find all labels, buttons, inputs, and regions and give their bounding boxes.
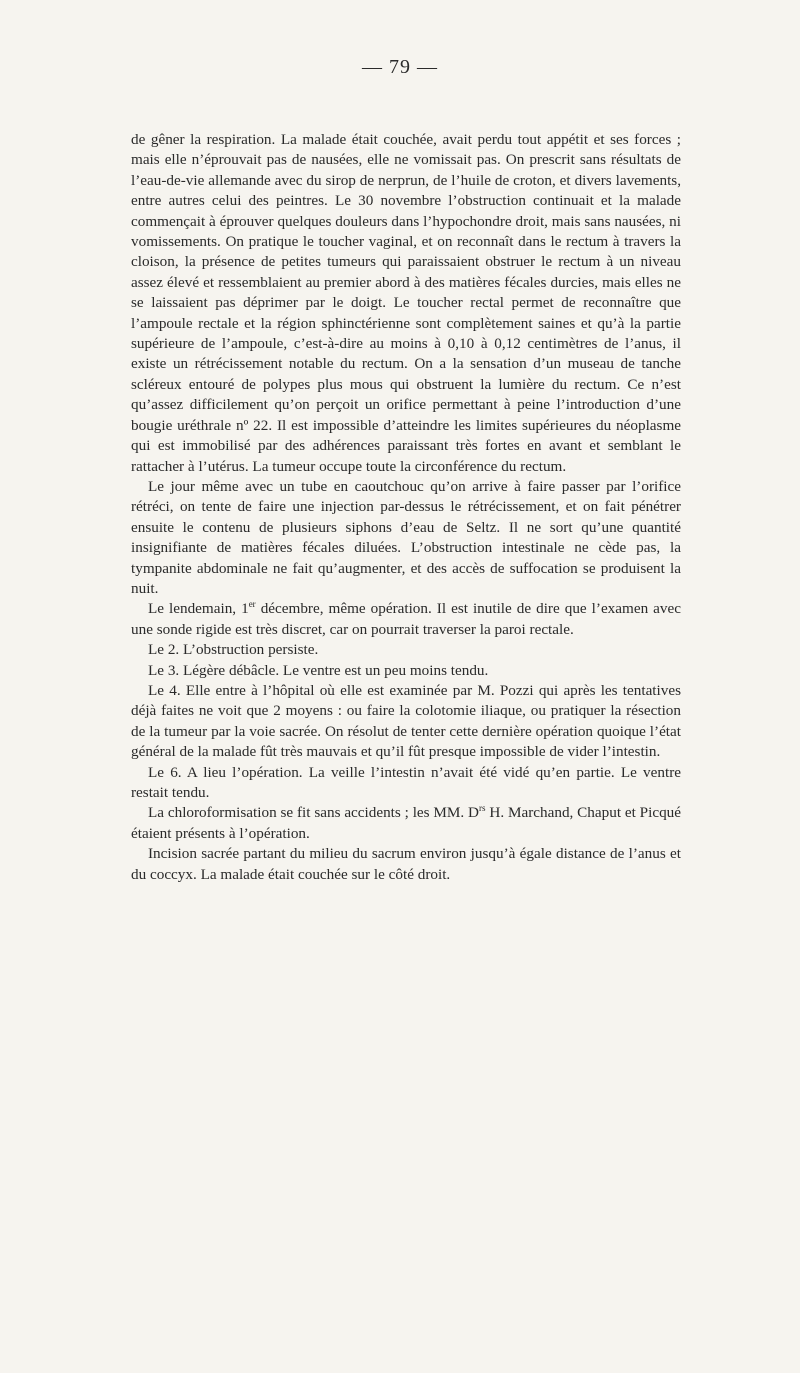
paragraph-6: Le 4. Elle entre à l’hôpital où elle est examinée par M. Pozzi qui après les tentatives déjà faites ne voit que 2 moyens : ou faire la colotomie iliaque, ou pratiquer la résection de la tumeur par la voie sacrée. On résolut de tenter cette dernière opération quoique l’état général de la malade fût très mauvais et qu’il fût presque impossible de vider l’intestin. bbox=[131, 681, 681, 761]
paragraph-3-start: Le lendemain, 1 bbox=[148, 600, 249, 618]
paragraph-5: Le 3. Légère débâcle. Le ventre est un peu moins tendu. bbox=[148, 661, 489, 679]
body-text bbox=[131, 130, 681, 885]
paragraph-4: Le 2. L’obstruction persiste. bbox=[148, 641, 319, 659]
paragraph-3-end: décembre, même opération. Il est inutile de dire que l’examen avec une sonde rigide est très discret, car on pourrait traverser la paroi rectale. bbox=[131, 600, 681, 638]
paragraph-2: Le jour même avec un tube en caoutchouc qu’on arrive à faire passer par l’orifice rétréci, on tente de faire une injection par-dessus le rétrécissement, et on fait pénétrer ensuite le contenu de plusieurs siphons d’eau de Seltz. Il ne sort qu’une quantité insignifiante de matières fécales diluées. L’obstruction intestinale ne cède pas, la tympanite abdominale ne fait qu’augmenter, et des accès de suffocation se produisent la nuit. bbox=[131, 477, 681, 597]
paragraph-8-start: La chloroformisation se fit sans accidents ; les MM. D bbox=[148, 804, 480, 822]
paragraph-7: Le 6. A lieu l’opération. La veille l’intestin n’avait été vidé qu’en partie. Le ventre restait tendu. bbox=[131, 763, 681, 801]
paragraph-8-end: H. Marchand, Chaput et Picqué étaient présents à l’opération. bbox=[131, 804, 682, 842]
doctors-superscript: rs bbox=[479, 803, 486, 814]
page-number: — 79 — bbox=[362, 56, 438, 78]
ordinal-superscript: er bbox=[248, 599, 256, 610]
paragraph-1: de gêner la respiration. La malade était couchée, avait perdu tout appétit et ses forces ; mais elle n’éprouvait pas de nausées, elle ne vomissait pas. On prescrit sans résultats de l’eau-de-vie allemande avec du sirop de nerprun, de l’huile de croton, et divers lavements, entre autres celui des peintres. Le 30 novembre l’obstruction continuait et la malade commençait à éprouver quelques douleurs dans l’hypochondre droit, mais sans nausées, ni vomissements. On pratique le toucher vaginal, et on reconnaît dans le rectum à travers la cloison, la présence de petites tumeurs qui paraissaient obstruer le rectum à un niveau assez élevé et ressemblaient au premier abord à des matières fécales durcies, mais elles ne se laissaient pas déprimer par le doigt. Le toucher rectal permet de reconnaître que l’ampoule rectale et la région sphinctérienne sont complètement saines et qu’à la partie supérieure de l’ampoule, c’est-à-dire au moins à 0,10 à 0,12 centimètres de l’anus, il existe un rétrécissement notable du rectum. On a la sensation d’un museau de tanche scléreux entouré de polypes plus mous qui obstruent la lumière du rectum. Ce n’est qu’assez difficilement qu’on perçoit un orifice permettant à peine l’introduction d’une bougie uréthrale nº 22. Il est impossible d’atteindre les limites supérieures du néoplasme qui est immobilisé par des adhérences paraissant très fortes en avant et semblant le rattacher à l’utérus. La tumeur occupe toute la circonférence du rectum. bbox=[131, 131, 681, 475]
paragraph-8 bbox=[131, 803, 681, 844]
paragraph-9: Incision sacrée partant du milieu du sacrum environ jusqu’à égale distance de l’anus et du coccyx. La malade était couchée sur le côté droit. bbox=[131, 845, 681, 883]
paragraph-3 bbox=[131, 599, 681, 640]
